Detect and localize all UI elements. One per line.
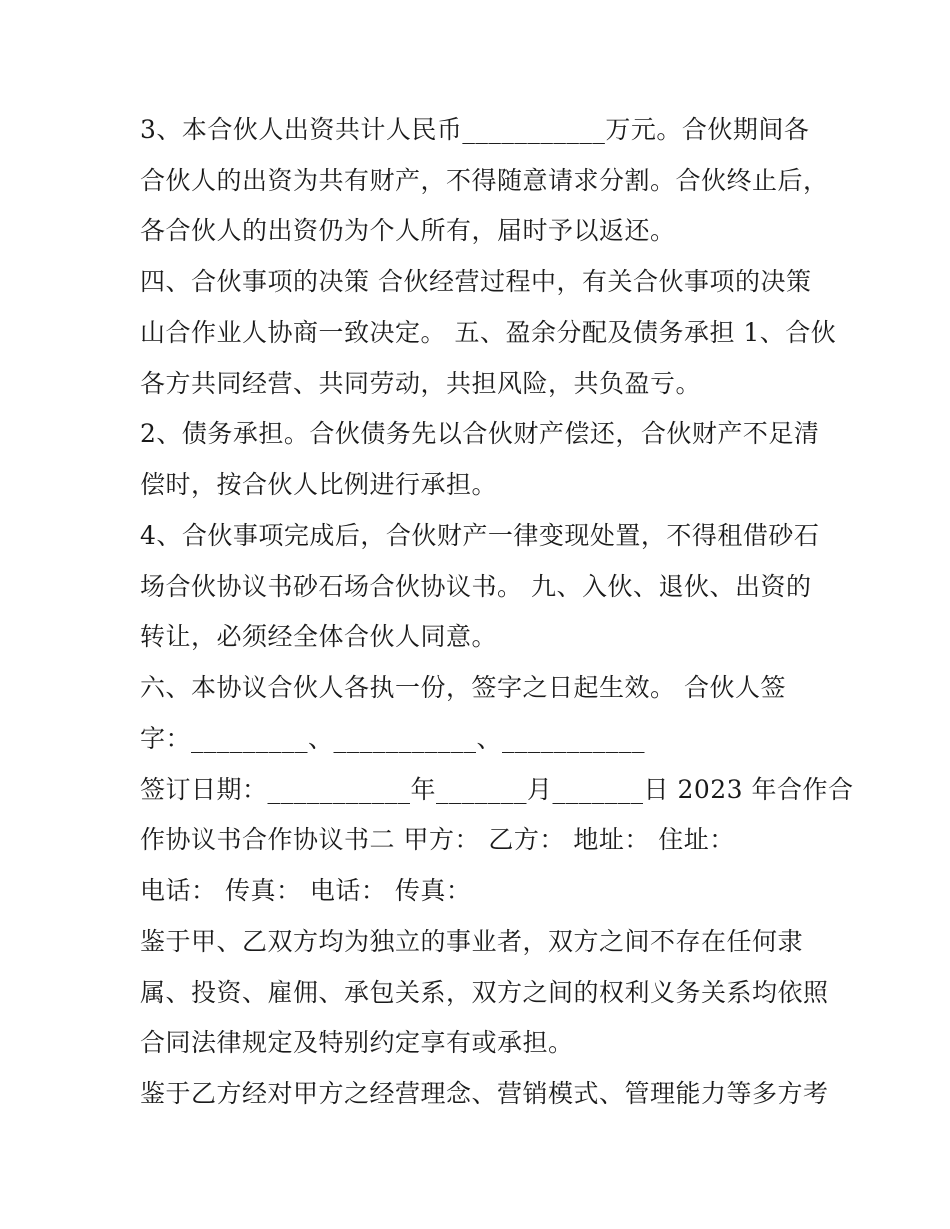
text-line: 4、合伙事项完成后，合伙财产一律变现处置，不得租借砂石 xyxy=(140,521,820,550)
text-line: 山合作业人协商一致决定。 五、盈余分配及债务承担 1、合伙 xyxy=(140,318,837,347)
signing-date-line: 签订日期：___________年_______月_______日 2023 年合作合 xyxy=(140,775,854,804)
text-line: 2、债务承担。合伙债务先以合伙财产偿还，合伙财产不足清 xyxy=(140,419,820,448)
text-line: 作协议书合作协议书二 甲方： 乙方： 地址： 住址： xyxy=(140,825,735,854)
text-line: 合同法律规定及特别约定享有或承担。 xyxy=(140,1028,574,1057)
text-line: 鉴于乙方经对甲方之经营理念、营销模式、管理能力等多方考 xyxy=(140,1079,829,1108)
text-line: 四、合伙事项的决策 合伙经营过程中，有关合伙事项的决策 xyxy=(140,267,812,296)
text-line: 电话： 传真： 电话： 传真： xyxy=(140,876,472,905)
text-line: 转让，必须经全体合伙人同意。 xyxy=(140,622,498,651)
text-line: 场合伙协议书砂石场合伙协议书。 九、入伙、退伙、出资的 xyxy=(140,572,812,601)
text-line: 偿时，按合伙人比例进行承担。 xyxy=(140,470,498,499)
text-line: 3、本合伙人出资共计人民币___________万元。合伙期间各 xyxy=(140,115,810,144)
signature-line: 字：_________、___________、___________ xyxy=(140,724,646,753)
text-line: 六、本协议合伙人各执一份，签字之日起生效。 合伙人签 xyxy=(140,673,786,702)
text-line: 各合伙人的出资仍为个人所有，届时予以返还。 xyxy=(140,216,676,245)
text-line: 鉴于甲、乙双方均为独立的事业者，双方之间不存在任何隶 xyxy=(140,927,804,956)
text-line: 各方共同经营、共同劳动，共担风险，共负盈亏。 xyxy=(140,369,702,398)
text-line: 属、投资、雇佣、承包关系，双方之间的权利义务关系均依照 xyxy=(140,978,829,1007)
text-line: 合伙人的出资为共有财产，不得随意请求分割。合伙终止后， xyxy=(140,166,829,195)
